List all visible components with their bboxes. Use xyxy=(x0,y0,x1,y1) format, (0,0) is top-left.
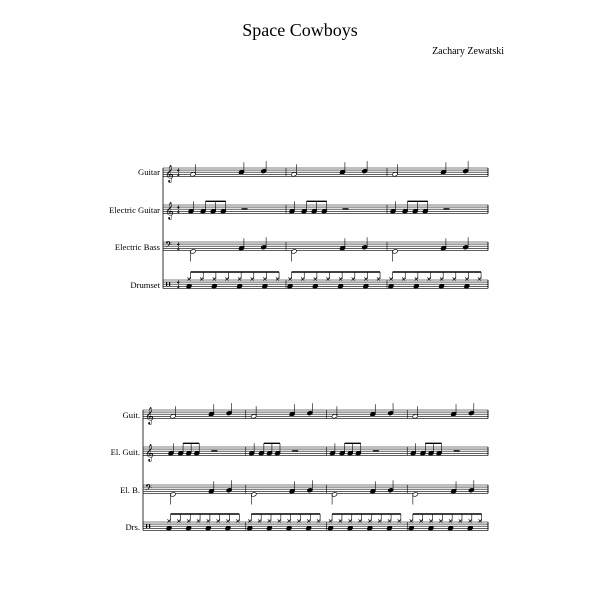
half-rest xyxy=(444,208,450,210)
instrument-label-drumset: Drumset xyxy=(130,280,160,290)
time-signature-bottom: 4 xyxy=(177,210,180,216)
instrument-label-electric-guitar: Electric Guitar xyxy=(109,205,160,215)
time-signature-bottom: 4 xyxy=(177,247,180,253)
time-signature-top: 4 xyxy=(177,169,180,174)
time-signature-bottom: 4 xyxy=(177,285,180,291)
staff-3 xyxy=(163,237,488,261)
composer-name: Zachary Zewatski xyxy=(432,46,504,57)
instrument-label-electric-bass: Electric Bass xyxy=(114,242,160,252)
half-rest xyxy=(242,208,248,210)
time-signature-top: 4 xyxy=(177,206,180,211)
instrument-label-guitar: Guitar xyxy=(138,167,160,177)
treble-clef: 𝄞 xyxy=(165,201,174,220)
staff-2 xyxy=(143,443,488,461)
instrument-label-el-guit: El. Guit. xyxy=(110,447,140,457)
percussion-clef xyxy=(149,524,150,528)
instrument-label-drs: Drs. xyxy=(125,522,140,532)
staff-3 xyxy=(143,480,488,504)
time-signature-top: 4 xyxy=(177,243,180,248)
instrument-label-el-b: El. B. xyxy=(120,485,140,495)
half-rest xyxy=(211,450,217,452)
time-signature-bottom: 4 xyxy=(177,173,180,179)
percussion-clef xyxy=(166,282,167,286)
treble-clef: 𝄞 xyxy=(165,164,174,183)
system-2 xyxy=(143,403,488,531)
staff-1 xyxy=(163,161,488,182)
staff-4 xyxy=(163,272,488,290)
treble-clef: 𝄞 xyxy=(145,443,154,462)
staff-4 xyxy=(143,514,488,531)
half-rest xyxy=(343,208,349,210)
half-rest xyxy=(373,450,379,452)
half-rest xyxy=(292,450,298,452)
staff-1 xyxy=(143,403,488,424)
bass-clef: 𝄢 xyxy=(145,482,153,496)
score-title: Space Cowboys xyxy=(242,20,358,40)
instrument-label-guit: Guit. xyxy=(122,410,140,420)
percussion-clef xyxy=(146,524,147,528)
percussion-clef xyxy=(169,282,170,286)
bass-clef: 𝄢 xyxy=(165,239,173,253)
half-rest xyxy=(454,450,460,452)
system-1 xyxy=(163,161,488,290)
time-signature-top: 4 xyxy=(177,281,180,286)
treble-clef: 𝄞 xyxy=(145,406,154,425)
staff-2 xyxy=(163,201,488,219)
